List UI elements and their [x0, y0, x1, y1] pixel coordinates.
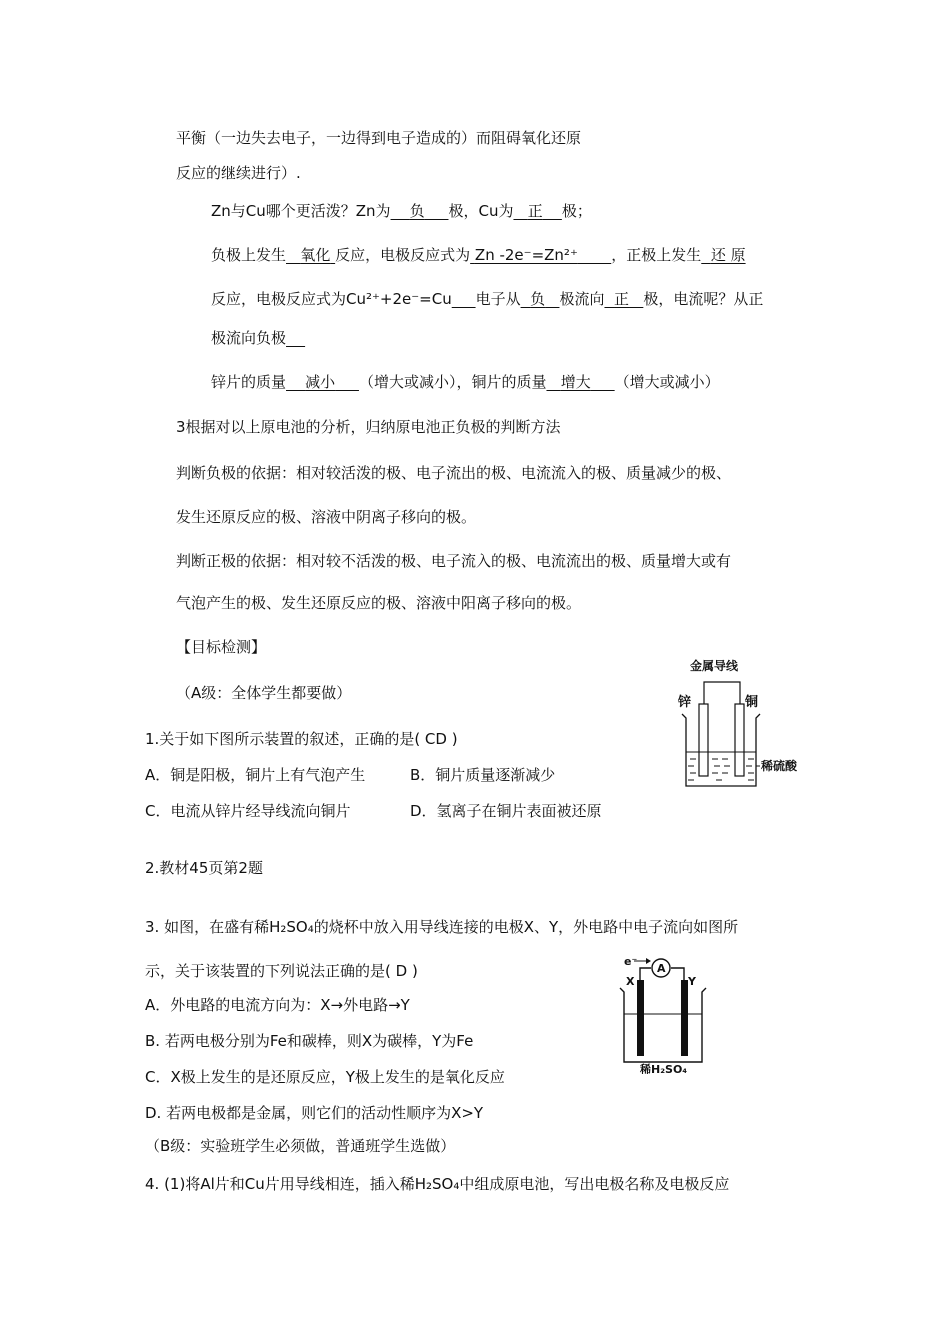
q3-stem-2: 示，关于该装置的下列说法正确的是( D ) [145, 962, 418, 980]
answer-from: 负 [530, 290, 546, 308]
fig2-beaker [620, 988, 706, 1062]
blank-2 [286, 329, 305, 347]
answer-neg-equation: Zn -2e⁻=Zn²⁺ [474, 246, 578, 264]
answer-to: 正 [614, 290, 630, 308]
fig1-zinc-plate [699, 704, 708, 776]
pos-text-3: 极流向 [559, 290, 605, 308]
activity-prefix: Zn与Cu哪个更活泼？Zn为 [211, 202, 391, 220]
intro-line-1: 平衡（一边失去电子，一边得到电子造成的）而阻碍氧化还原 [176, 129, 582, 147]
q3-option-a: A．外电路的电流方向为：X→外电路→Y [145, 996, 410, 1014]
neg-text-3: ，正极上发生 [611, 246, 702, 264]
beaker-figure-2 [618, 952, 728, 1074]
q3-stem-1: 3. 如图，在盛有稀H₂SO₄的烧杯中放入用导线连接的电极X、Y，外电路中电子流向如图所 [145, 918, 739, 936]
fig2-acid-label: 稀H₂SO₄ [640, 1063, 688, 1074]
neg-criteria-2: 发生还原反应的极、溶液中阴离子移向的极。 [176, 508, 477, 526]
level-b-label: （B级：实验班学生必须做，普通班学生选做） [145, 1137, 456, 1155]
pos-text-4: 极，电流呢？从正 [643, 290, 764, 308]
fig1-copper-label: 铜 [745, 695, 759, 710]
answer-copper-mass: 增大 [560, 373, 591, 391]
fig2-electron-label: e⁻ [624, 955, 638, 968]
pos-text-1: 反应，电极反应式为Cu²⁺+2e⁻=Cu [211, 290, 452, 308]
beaker-figure-1 [672, 656, 812, 794]
fig2-wire [640, 968, 651, 980]
fig1-zinc-label: 锌 [678, 695, 692, 710]
fig2-wire-right [671, 968, 684, 980]
fig2-ammeter-label: A [657, 962, 666, 975]
neg-criteria-1: 判断负极的依据：相对较活泼的极、电子流出的极、电流流入的极、质量减少的极、 [176, 464, 732, 482]
fig2-y-label: Y [688, 975, 696, 988]
pos-electrode-line [211, 289, 763, 309]
fig2-x-label: X [626, 975, 635, 988]
q3-option-b: B. 若两电极分别为Fe和碳棒，则X为碳棒，Y为Fe [145, 1032, 474, 1050]
neg-electrode-line [211, 245, 746, 265]
fig1-wire-label: 金属导线 [690, 659, 739, 673]
fig1-wire [704, 682, 740, 704]
level-a-label: （A级：全体学生都要做） [176, 684, 352, 702]
fig2-electrode-x [637, 980, 644, 1056]
answer-pos: 正 [527, 202, 543, 220]
q1-option-d: D．氢离子在铜片表面被还原 [410, 802, 602, 820]
q1-option-b: B．铜片质量逐渐减少 [410, 766, 556, 784]
q1-option-c: C．电流从锌片经导线流向铜片 [145, 802, 351, 820]
q3-option-d: D. 若两电极都是金属，则它们的活动性顺序为X>Y [145, 1104, 484, 1122]
mass-text-2: （增大或减小），铜片的质量 [358, 373, 547, 391]
pos-criteria-1: 判断正极的依据：相对较不活泼的极、电子流入的极、电流流出的极、质量增大或有 [176, 552, 732, 570]
mass-text-1: 锌片的质量 [211, 373, 287, 391]
pos-text-2: 电子从 [475, 290, 521, 308]
neg-text-2: 反应，电极反应式为 [335, 246, 471, 264]
fig2-electrode-y [681, 980, 688, 1056]
fig1-solution [686, 752, 756, 780]
q2-text: 2.教材45页第2题 [145, 859, 263, 877]
answer-zinc-mass: 减小 [305, 373, 336, 391]
pos-electrode-line-2 [211, 328, 305, 348]
mass-line [211, 372, 720, 392]
answer-reduction: 还 原 [710, 246, 746, 264]
answer-oxidation: 氧化 [300, 246, 331, 264]
activity-line [211, 201, 592, 221]
activity-mid: 极，Cu为 [448, 202, 514, 220]
fig1-copper-plate [735, 704, 744, 776]
fig2-arrowhead [646, 958, 651, 964]
pos-text-5: 极流向负极 [211, 329, 287, 347]
q1-stem: 1.关于如下图所示装置的叙述，正确的是( CD ) [145, 730, 458, 748]
activity-end: 极； [561, 202, 592, 220]
pos-criteria-2: 气泡产生的极、发生还原反应的极、溶液中阳离子移向的极。 [176, 594, 582, 612]
intro-line-2: 反应的继续进行）. [176, 164, 301, 182]
target-heading: 【目标检测】 [176, 638, 267, 656]
blank-1 [452, 290, 476, 308]
q4-text: 4. (1)将Al片和Cu片用导线相连，插入稀H₂SO₄中组成原电池，写出电极名称及电极反应 [145, 1175, 730, 1193]
fig1-beaker [682, 714, 760, 786]
fig1-acid-label: 稀硫酸 [761, 759, 798, 773]
neg-text-1: 负极上发生 [211, 246, 287, 264]
section3-title: 3根据对以上原电池的分析，归纳原电池正负极的判断方法 [176, 418, 561, 436]
mass-text-3: （增大或减小） [614, 373, 720, 391]
q1-option-a: A．铜是阳极，铜片上有气泡产生 [145, 766, 366, 784]
q3-option-c: C．X极上发生的是还原反应，Y极上发生的是氧化反应 [145, 1068, 505, 1086]
answer-neg: 负 [409, 202, 425, 220]
